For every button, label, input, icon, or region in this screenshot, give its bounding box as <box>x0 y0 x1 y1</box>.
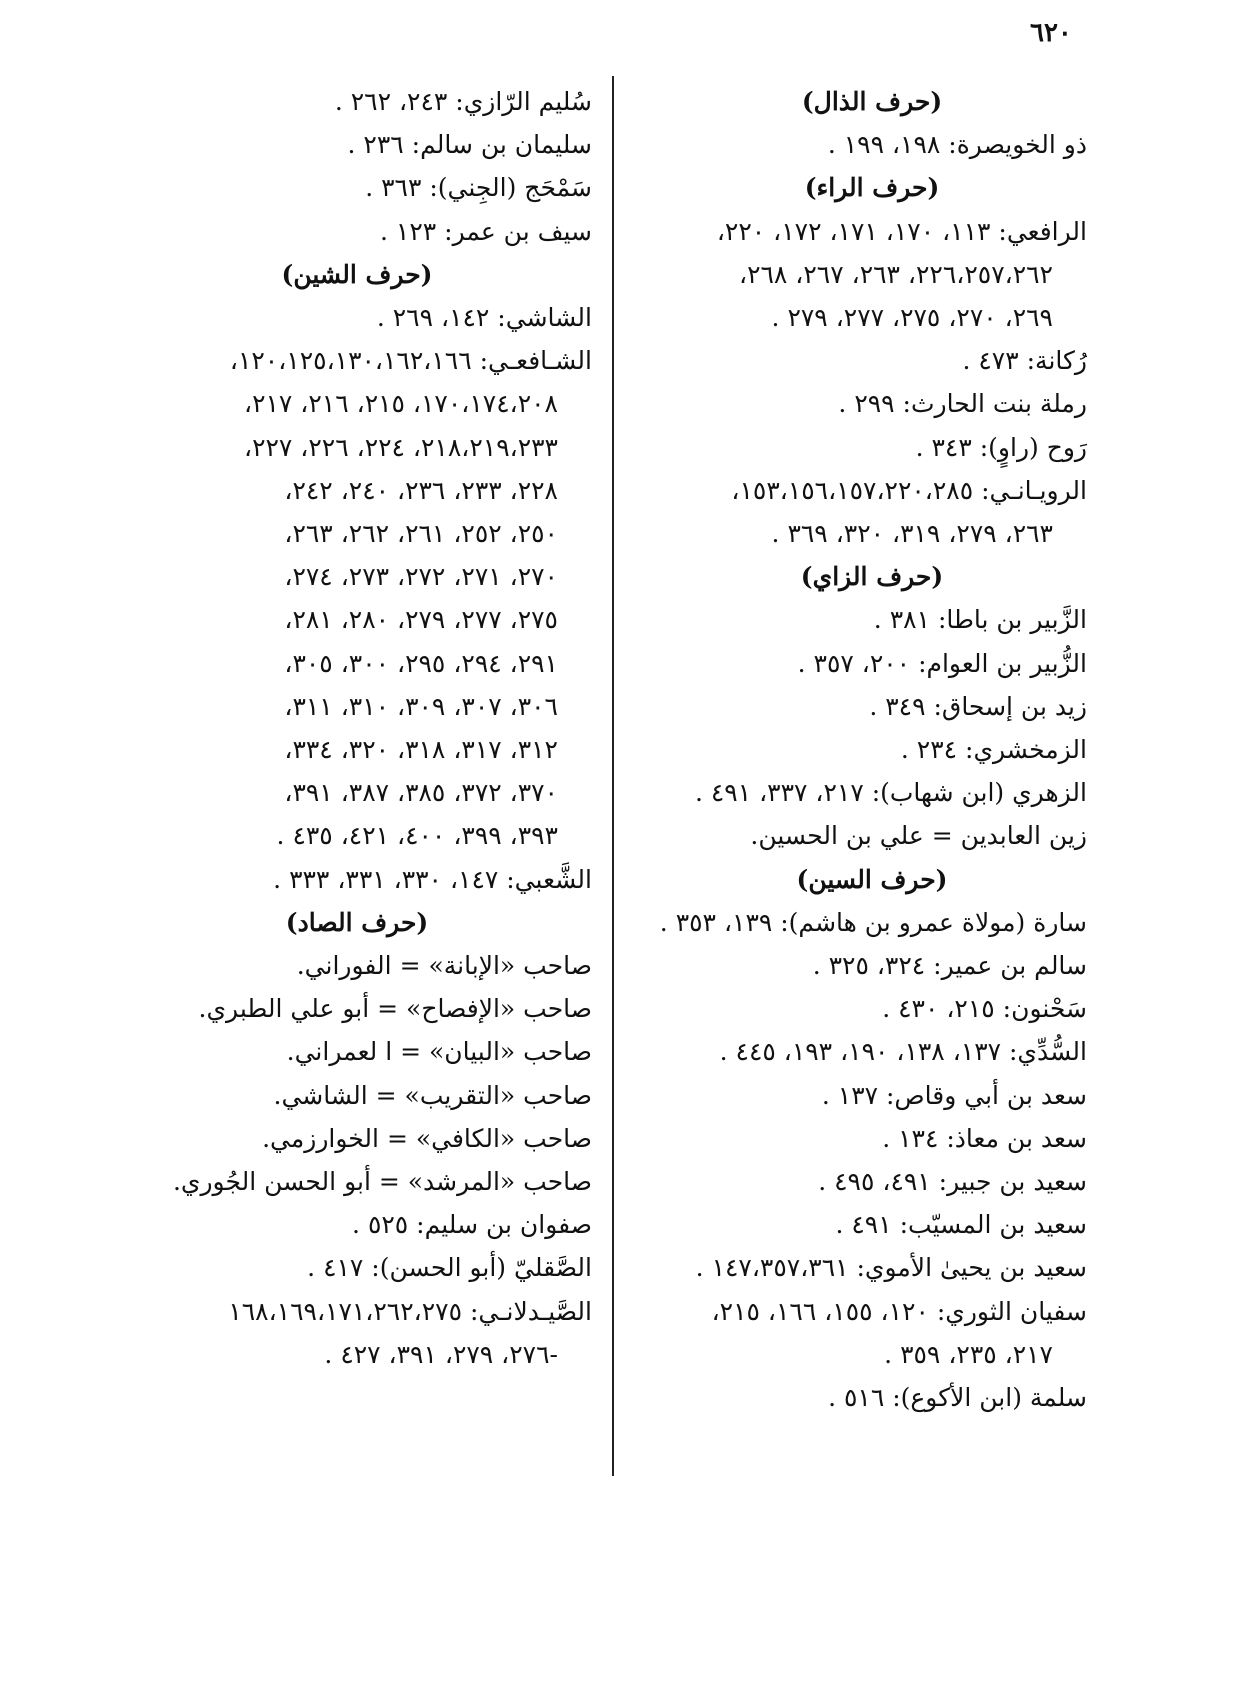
index-entry: سليمان بن سالم: ٢٣٦ . <box>347 130 592 160</box>
index-entry-continuation: ٢١٨،٢١٩،٢٣٣، ٢٢٤، ٢٢٦، ٢٢٧، <box>243 432 558 462</box>
index-entry: سعيد بن جبير: ٤٩١، ٤٩٥ . <box>818 1167 1087 1197</box>
index-entry: الشَّعبي: ١٤٧، ٣٣٠، ٣٣١، ٣٣٣ . <box>273 864 592 894</box>
index-entry: رَوح (راوٍ): ٣٤٣ . <box>915 432 1087 462</box>
index-entry: سعيد بن المسيّب: ٤٩١ . <box>835 1210 1087 1240</box>
index-entry: صاحب «الكافي» = الخوارزمي. <box>262 1123 592 1153</box>
index-entry-continuation: ٢٦٩، ٢٧٠، ٢٧٥، ٢٧٧، ٢٧٩ . <box>771 303 1053 333</box>
index-entry: السُّدِّي: ١٣٧، ١٣٨، ١٩٠، ١٩٣، ٤٤٥ . <box>719 1037 1087 1067</box>
index-entry: رملة بنت الحارث: ٢٩٩ . <box>838 389 1087 419</box>
index-entry: زيد بن إسحاق: ٣٤٩ . <box>869 691 1087 721</box>
index-entry: صاحب «البيان» = ا لعمراني. <box>286 1037 592 1067</box>
index-entry-continuation: ٣٧٠، ٣٧٢، ٣٨٥، ٣٨٧، ٣٩١، <box>284 778 558 808</box>
index-entry: صاحب «الإبانة» = الفوراني. <box>296 951 592 981</box>
index-entry: صاحب «الإفصاح» = أبو علي الطبري. <box>198 994 592 1024</box>
index-entry-continuation: ٢٥٠، ٢٥٢، ٢٦١، ٢٦٢، ٢٦٣، <box>284 519 558 549</box>
index-entry-continuation: ٢٧٥، ٢٧٧، ٢٧٩، ٢٨٠، ٢٨١، <box>284 605 558 635</box>
left-column <box>122 80 592 1376</box>
section-heading: (حرف الزاي) <box>800 562 944 592</box>
index-entry: سفيان الثوري: ١٢٠، ١٥٥، ١٦٦، ٢١٥، <box>711 1296 1087 1326</box>
index-entry: ذو الخويصرة: ١٩٨، ١٩٩ . <box>827 130 1087 160</box>
index-entry-continuation: ٢٢٦،٢٥٧،٢٦٢، ٢٦٣، ٢٦٧، ٢٦٨، <box>738 259 1053 289</box>
index-entry-continuation: ٣٠٦، ٣٠٧، ٣٠٩، ٣١٠، ٣١١، <box>284 691 558 721</box>
index-entry: رُكانة: ٤٧٣ . <box>962 346 1087 376</box>
section-heading: (حرف الراء) <box>804 173 940 203</box>
index-entry: الرويـانـي: ١٥٣،١٥٦،١٥٧،٢٢٠،٢٨٥، <box>731 475 1087 505</box>
index-entry: سَمْحَج (الجِني): ٣٦٣ . <box>365 173 592 203</box>
section-heading: (حرف الصاد) <box>285 907 429 937</box>
index-entry-continuation: ٣٩٣، ٣٩٩، ٤٠٠، ٤٢١، ٤٣٥ . <box>276 821 558 851</box>
index-entry: سارة (مولاة عمرو بن هاشم): ١٣٩، ٣٥٣ . <box>659 907 1087 937</box>
index-entry-continuation: ١٧٠،١٧٤،٢٠٨، ٢١٥، ٢١٦، ٢١٧، <box>243 389 558 419</box>
section-heading: (حرف السين) <box>796 864 948 894</box>
index-entry: سالم بن عمير: ٣٢٤، ٣٢٥ . <box>812 951 1087 981</box>
page-number: ٦٢٠ <box>1030 18 1072 48</box>
index-entry: سَحْنون: ٢١٥، ٤٣٠ . <box>882 994 1087 1024</box>
index-entry: صاحب «المرشد» = أبو الحسن الجُوري. <box>172 1167 592 1197</box>
right-column <box>657 80 1087 1419</box>
index-entry: سيف بن عمر: ١٢٣ . <box>380 216 592 246</box>
index-entry: الشاشي: ١٤٢، ٢٦٩ . <box>376 303 592 333</box>
index-entry-continuation: ٢٢٨، ٢٣٣، ٢٣٦، ٢٤٠، ٢٤٢، <box>284 475 558 505</box>
index-entry-continuation: ٣١٢، ٣١٧، ٣١٨، ٣٢٠، ٣٣٤، <box>284 735 558 765</box>
index-entry-continuation: ٢٦٣، ٢٧٩، ٣١٩، ٣٢٠، ٣٦٩ . <box>771 519 1053 549</box>
index-entry: سعيد بن يحيىٰ الأموي: ١٤٧،٣٥٧،٣٦١ . <box>695 1253 1087 1283</box>
index-entry-continuation: ٢١٧، ٢٣٥، ٣٥٩ . <box>884 1339 1053 1369</box>
index-entry: الزمخشري: ٢٣٤ . <box>900 735 1087 765</box>
index-entry-continuation: ٢٩١، ٢٩٤، ٢٩٥، ٣٠٠، ٣٠٥، <box>284 648 558 678</box>
section-heading: (حرف الذال) <box>801 87 943 116</box>
index-entry: الصَّقليّ (أبو الحسن): ٤١٧ . <box>307 1253 592 1283</box>
index-entry: الزَّبير بن باطا: ٣٨١ . <box>873 605 1087 635</box>
index-entry: سعد بن معاذ: ١٣٤ . <box>882 1123 1087 1153</box>
index-entry: سلمة (ابن الأكوع): ٥١٦ . <box>828 1383 1087 1413</box>
index-entry: الزهري (ابن شهاب): ٢١٧، ٣٣٧، ٤٩١ . <box>694 778 1087 808</box>
index-entry: سُليم الرّازي: ٢٤٣، ٢٦٢ . <box>334 87 592 116</box>
column-divider <box>612 76 614 1476</box>
index-entry: الصَّيـدلانـي: ١٦٨،١٦٩،١٧١،٢٦٢،٢٧٥ <box>228 1296 592 1326</box>
index-entry: زين العابدين = علي بن الحسين. <box>750 821 1087 851</box>
index-entry: سعد بن أبي وقاص: ١٣٧ . <box>821 1080 1087 1110</box>
index-entry: صفوان بن سليم: ٥٢٥ . <box>352 1210 592 1240</box>
index-entry: الرافعي: ١١٣، ١٧٠، ١٧١، ١٧٢، ٢٢٠، <box>716 216 1087 246</box>
index-entry-continuation: -٢٧٦، ٢٧٩، ٣٩١، ٤٢٧ . <box>324 1339 558 1369</box>
section-heading: (حرف الشين) <box>281 259 433 289</box>
index-entry: الزُّبير بن العوام: ٢٠٠، ٣٥٧ . <box>797 648 1087 678</box>
index-entry: الشـافعـي: ١٢٠،١٢٥،١٣٠،١٦٢،١٦٦، <box>229 346 592 376</box>
index-entry-continuation: ٢٧٠، ٢٧١، ٢٧٢، ٢٧٣، ٢٧٤، <box>284 562 558 592</box>
index-entry: صاحب «التقريب» = الشاشي. <box>273 1080 592 1110</box>
